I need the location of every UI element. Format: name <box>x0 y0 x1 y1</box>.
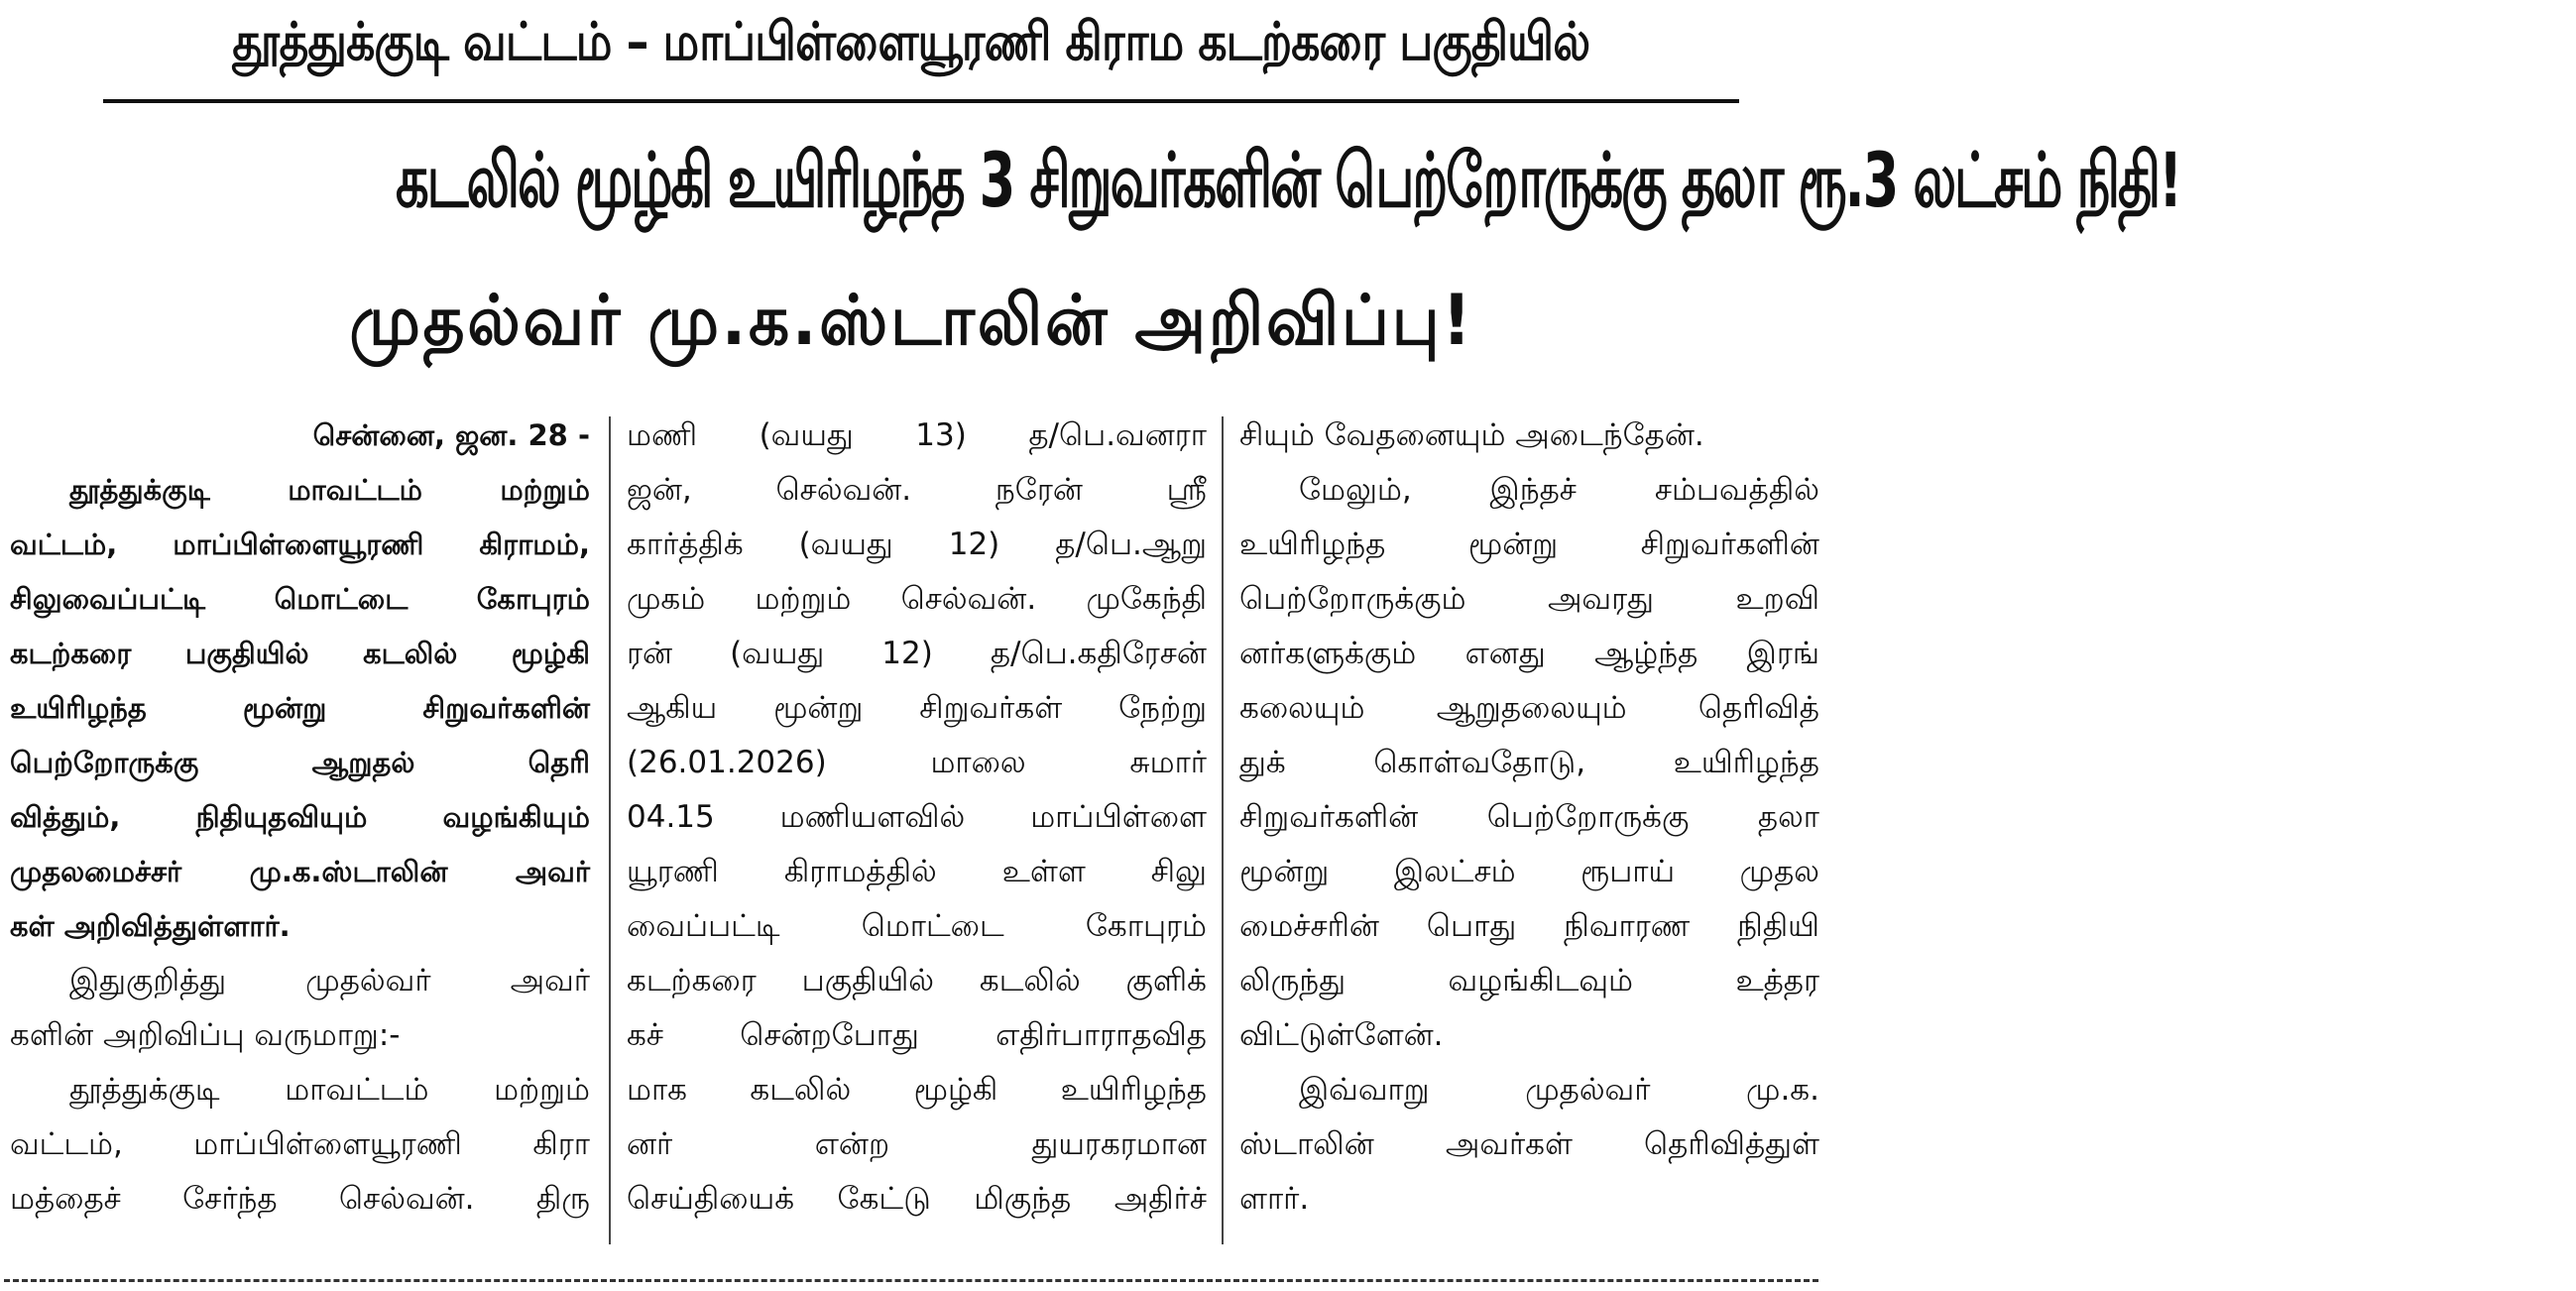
article-line: முகம் மற்றும் செல்வன். முகேந்தி <box>627 581 1207 617</box>
article-line: ரன் (வயது 12) த/பெ.கதிரேசன் <box>627 636 1207 671</box>
article-line: மாக கடலில் மூழ்கி உயிரிழந்த <box>627 1072 1207 1108</box>
subhead-container <box>0 280 1822 361</box>
kicker-underline <box>103 99 1739 103</box>
article-line: ஜன், செல்வன். நரேன் ஸ்ரீ <box>627 472 1207 508</box>
article-column-1 <box>10 409 590 1251</box>
article-column-2 <box>627 409 1207 1251</box>
sub-headline: முதல்வர் மு.க.ஸ்டாலின் அறிவிப்பு! <box>348 280 1474 361</box>
article-line: 04.15 மணியளவில் மாப்பிள்ளை <box>627 799 1207 835</box>
article-line: மைச்சரின் பொது நிவாரண நிதியி <box>1239 908 1819 944</box>
article-line: ளார். <box>1239 1181 1310 1217</box>
article-line: மத்தைச் சேர்ந்த செல்வன். திரு <box>10 1181 590 1217</box>
article-line: பெற்றோருக்கும் அவரது உறவி <box>1239 581 1819 617</box>
article-body <box>10 409 1819 1251</box>
bottom-dashed-rule <box>4 1279 1818 1282</box>
kicker-headline: தூத்துக்குடி வட்டம் – மாப்பிள்ளையூரணி கிராம கடற்கரை பகுதியில் <box>232 12 1590 72</box>
article-line: இதுகுறித்து முதல்வர் அவர் <box>69 963 590 998</box>
column-divider <box>1222 416 1224 1244</box>
kicker-container <box>0 14 1822 71</box>
column-divider <box>609 416 611 1244</box>
article-line: கடற்கரை பகுதியில் கடலில் குளிக் <box>627 963 1207 998</box>
article-line: தூத்துக்குடி மாவட்டம் மற்றும் <box>69 473 590 507</box>
article-line: உயிரிழந்த மூன்று சிறுவர்களின் <box>1239 527 1819 562</box>
article-line: யூரணி கிராமத்தில் உள்ள சிலு <box>627 854 1207 889</box>
article-line: சிறுவர்களின் பெற்றோருக்கு தலா <box>1239 799 1819 835</box>
article-line: செய்தியைக் கேட்டு மிகுந்த அதிர்ச் <box>627 1181 1207 1217</box>
article-line: சியும் வேதனையும் அடைந்தேன். <box>1239 417 1704 453</box>
article-line: லிருந்து வழங்கிடவும் உத்தர <box>1239 963 1819 998</box>
article-line: ஆகிய மூன்று சிறுவர்கள் நேற்று <box>627 690 1207 726</box>
article-line: பெற்றோருக்கு ஆறுதல் தெரி <box>10 746 590 779</box>
article-line: வட்டம், மாப்பிள்ளையூரணி கிராமம், <box>10 528 590 561</box>
article-line: உயிரிழந்த மூன்று சிறுவர்களின் <box>10 691 590 725</box>
article-line: கடற்கரை பகுதியில் கடலில் மூழ்கி <box>10 637 590 670</box>
article-line: கார்த்திக் (வயது 12) த/பெ.ஆறு <box>627 527 1207 562</box>
article-line: மூன்று இலட்சம் ரூபாய் முதல <box>1239 854 1819 889</box>
article-column-3 <box>1239 409 1819 1251</box>
article-line: முதலமைச்சர் மு.க.ஸ்டாலின் அவர் <box>10 855 590 888</box>
article-line: விட்டுள்ளேன். <box>1239 1017 1444 1053</box>
article-line: வட்டம், மாப்பிள்ளையூரணி கிரா <box>10 1126 590 1162</box>
article-line: வித்தும், நிதியுதவியும் வழங்கியும் <box>10 800 590 834</box>
main-headline: கடலில் மூழ்கி உயிரிழந்த 3 சிறுவர்களின் பெற்றோருக்கு தலா ரூ.3 லட்சம் நிதி! <box>396 136 2181 224</box>
article-line: இவ்வாறு முதல்வர் மு.க. <box>1299 1072 1819 1108</box>
article-line: கள் அறிவித்துள்ளார். <box>10 909 291 943</box>
article-line: சிலுவைப்பட்டி மொட்டை கோபுரம் <box>10 582 590 616</box>
article-line: கலையும் ஆறுதலையும் தெரிவித் <box>1239 690 1819 726</box>
article-line: துக் கொள்வதோடு, உயிரிழந்த <box>1239 745 1819 780</box>
headline-container <box>0 136 2181 224</box>
article-line: களின் அறிவிப்பு வருமாறு:- <box>10 1017 401 1053</box>
article-line: தூத்துக்குடி மாவட்டம் மற்றும் <box>69 1072 590 1108</box>
article-line: ஸ்டாலின் அவர்கள் தெரிவித்துள் <box>1239 1126 1819 1162</box>
article-line: னர் என்ற துயரகரமான <box>627 1126 1207 1162</box>
article-line: மணி (வயது 13) த/பெ.வனரா <box>627 417 1207 453</box>
article-line: வைப்பட்டி மொட்டை கோபுரம் <box>627 908 1207 944</box>
article-line: னர்களுக்கும் எனது ஆழ்ந்த இரங் <box>1239 636 1819 671</box>
article-line: கச் சென்றபோது எதிர்பாராதவித <box>627 1017 1207 1053</box>
article-line: (26.01.2026) மாலை சுமார் <box>627 745 1207 780</box>
article-line: மேலும், இந்தச் சம்பவத்தில் <box>1299 472 1819 508</box>
dateline: சென்னை, ஜன. 28 - <box>312 418 590 452</box>
